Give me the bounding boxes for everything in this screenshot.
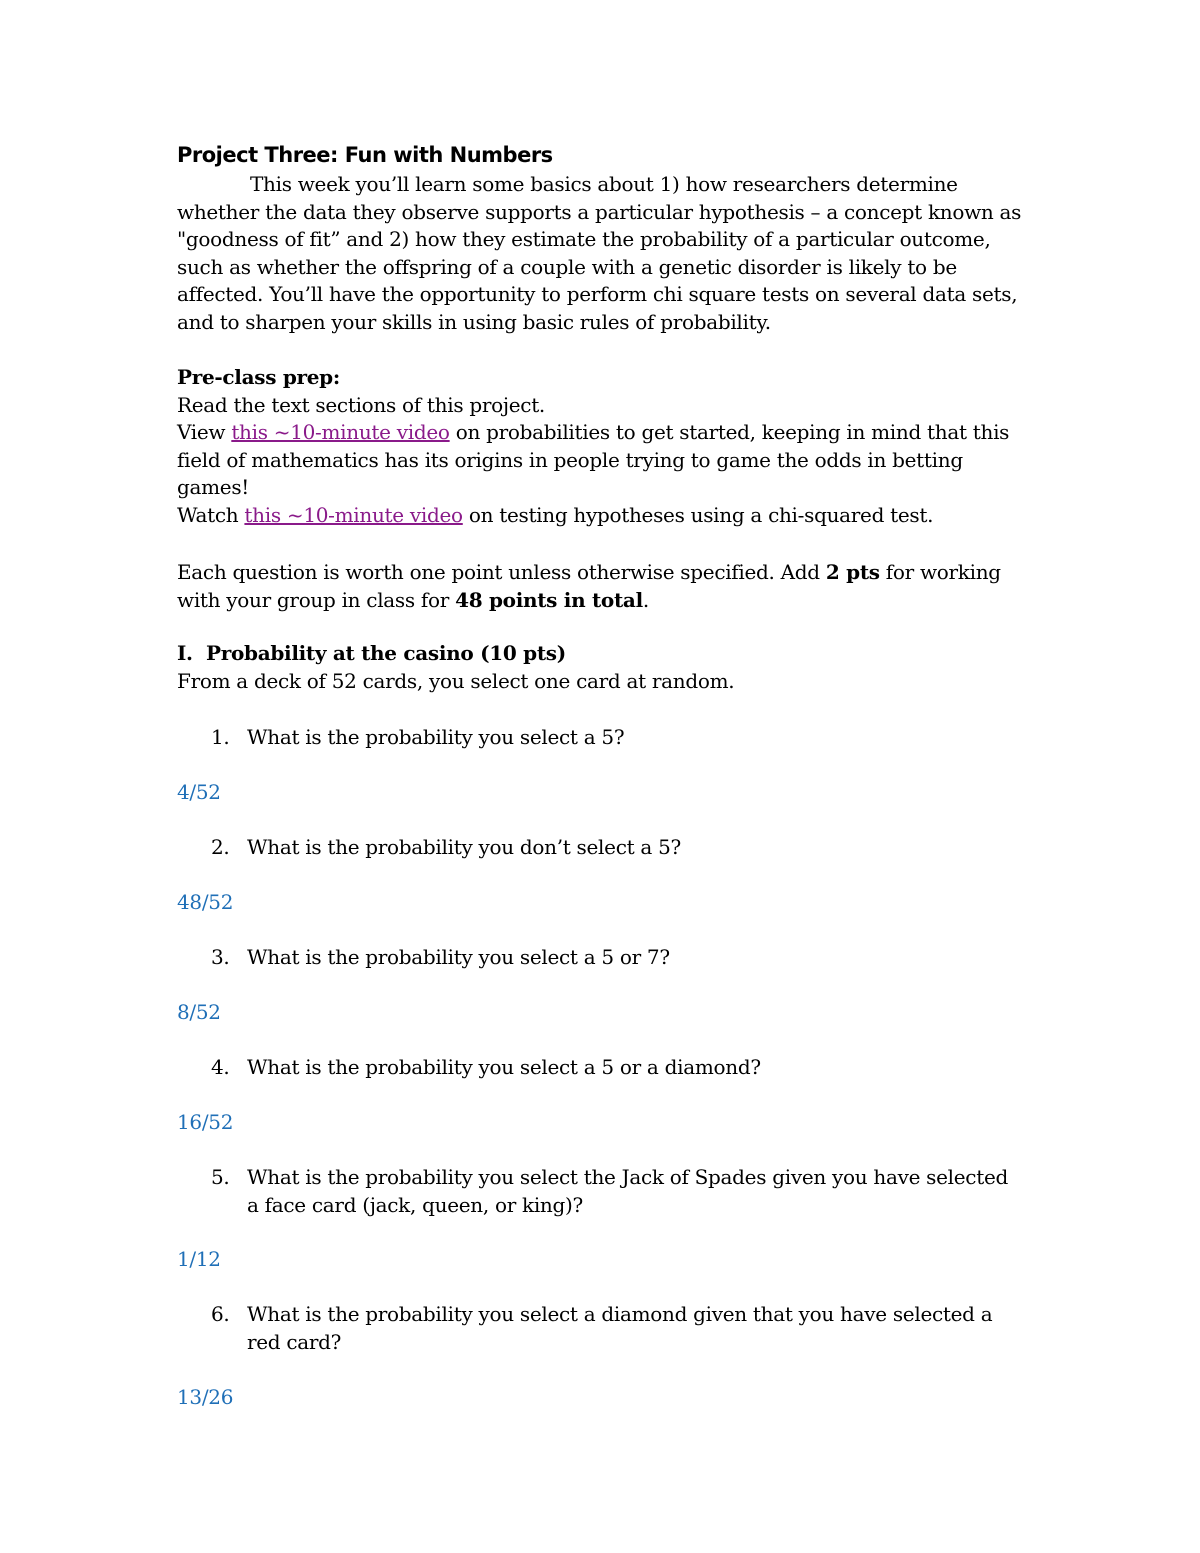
question-text-line-1: What is the probability you select the Jack of Spades given you have selected bbox=[247, 1165, 1008, 1189]
question-3 bbox=[211, 944, 1031, 972]
question-text: What is the probability you select a 5 or a diamond? bbox=[247, 1055, 761, 1079]
answer-6: 13/26 bbox=[177, 1385, 234, 1409]
question-text: What is the probability you select a 5 or 7? bbox=[247, 945, 670, 969]
points-text-3: with your group in class for bbox=[177, 587, 456, 612]
points-line-2 bbox=[177, 587, 1047, 615]
question-6 bbox=[211, 1301, 1031, 1356]
question-number: 1. bbox=[211, 725, 230, 749]
points-text-4: . bbox=[642, 587, 649, 612]
question-number: 6. bbox=[211, 1302, 230, 1326]
chi-squared-video-link[interactable]: this ~10-minute video bbox=[244, 502, 463, 527]
points-line-1 bbox=[177, 559, 1047, 587]
question-number: 5. bbox=[211, 1165, 230, 1189]
question-2 bbox=[211, 834, 1031, 862]
question-number: 2. bbox=[211, 835, 230, 859]
view-prefix: View bbox=[177, 420, 232, 444]
preclass-section bbox=[177, 364, 1047, 529]
watch-prefix: Watch bbox=[177, 502, 245, 527]
question-text: What is the probability you don’t select a 5? bbox=[247, 835, 681, 859]
question-number: 3. bbox=[211, 945, 230, 969]
question-text bbox=[247, 1164, 1031, 1219]
section-intro: From a deck of 52 cards, you select one card at random. bbox=[177, 669, 735, 693]
preclass-watch-line bbox=[177, 502, 1047, 530]
watch-suffix: on testing hypotheses using a chi-squared test. bbox=[462, 502, 934, 527]
answer-2: 48/52 bbox=[177, 890, 234, 914]
preclass-heading: Pre-class prep: bbox=[177, 365, 340, 389]
preclass-view-line-3: games! bbox=[177, 475, 250, 499]
points-text-2: for working bbox=[879, 560, 1001, 584]
points-text-1: Each question is worth one point unless otherwise specified. Add bbox=[177, 560, 826, 584]
points-bold-1: 2 pts bbox=[825, 560, 880, 584]
points-bold-2: 48 points in total bbox=[455, 587, 643, 612]
answer-5: 1/12 bbox=[177, 1247, 221, 1271]
points-paragraph bbox=[177, 559, 1047, 614]
question-1 bbox=[211, 724, 1031, 752]
question-text-line-1: What is the probability you select a diamond given that you have selected a bbox=[247, 1302, 993, 1326]
answer-3: 8/52 bbox=[177, 1000, 221, 1024]
view-suffix: on probabilities to get started, keeping in mind that this bbox=[449, 420, 1010, 444]
answer-1: 4/52 bbox=[177, 780, 221, 804]
question-text-line-2: red card? bbox=[247, 1329, 342, 1354]
question-number: 4. bbox=[211, 1055, 230, 1079]
section-heading bbox=[177, 640, 566, 668]
question-5 bbox=[211, 1164, 1031, 1219]
question-text bbox=[247, 1301, 1031, 1356]
question-4 bbox=[211, 1054, 1031, 1082]
section-numeral: I. bbox=[177, 641, 193, 665]
preclass-view-line-2: field of mathematics has its origins in people trying to game the odds in betting bbox=[177, 447, 963, 472]
preclass-read-line: Read the text sections of this project. bbox=[177, 392, 545, 417]
preclass-view-line bbox=[177, 419, 1047, 447]
question-text-line-2: a face card (jack, queen, or king)? bbox=[247, 1192, 583, 1217]
section-title: Probability at the casino (10 pts) bbox=[206, 641, 566, 665]
probability-video-link[interactable]: this ~10-minute video bbox=[231, 420, 450, 444]
document-title: Project Three: Fun with Numbers bbox=[177, 143, 553, 167]
answer-4: 16/52 bbox=[177, 1110, 234, 1134]
question-text: What is the probability you select a 5? bbox=[247, 725, 625, 749]
intro-paragraph: This week you’ll learn some basics about 1) how researchers determine whether the data they observe supports a particular hypothesis – a concept known as "goodness of fit” and 2) how they estimate the probability of a particular outcome, such as whether the offspring of a couple with a genetic disorder is likely to be affected. You’ll have the opportunity to perform chi square tests on several data sets, and to sharpen your skills in using basic rules of probability. bbox=[177, 172, 1022, 334]
